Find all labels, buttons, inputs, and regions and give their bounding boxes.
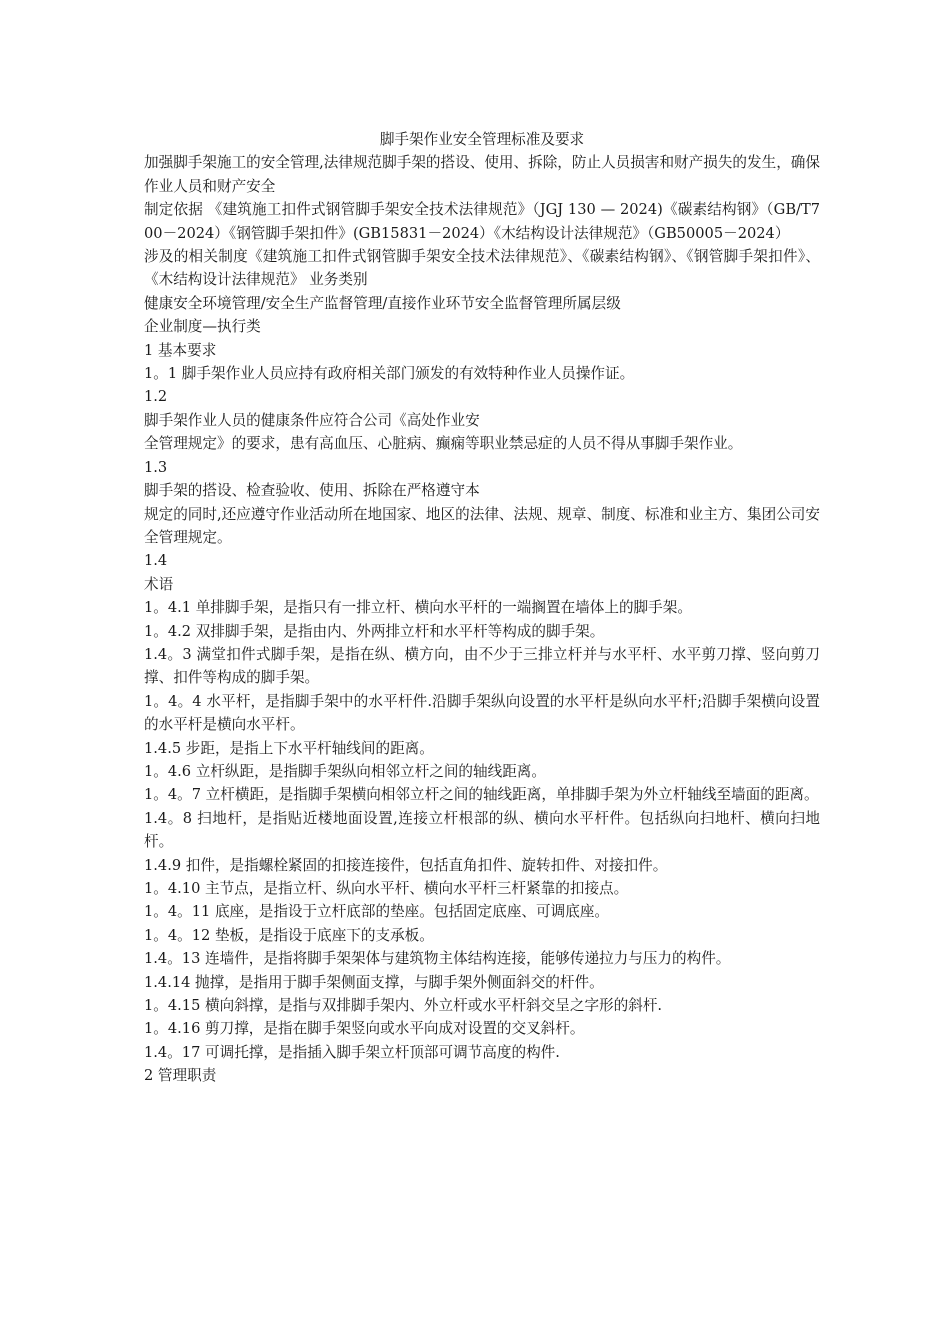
document-title: 脚手架作业安全管理标准及要求 [379,131,585,148]
paragraph-1-3-b: 规定的同时,还应遵守作业活动所在地国家、地区的法律、法规、规章、制度、标准和业主方、集团公司安全管理规定。 [144,505,820,546]
term-1-4-1: 1。4.1 单排脚手架，是指只有一排立杆、横向水平杆的一端搁置在墙体上的脚手架。 [144,599,692,617]
term-1-4-9: 1.4.9 扣件，是指螺栓紧固的扣接连接件，包括直角扣件、旋转扣件、对接扣件。 [144,856,668,874]
paragraph-1-1: 1。1 脚手架作业人员应持有政府相关部门颁发的有效特种作业人员操作证。 [144,365,635,383]
paragraph-purpose: 加强脚手架施工的安全管理,法律规范脚手架的搭设、使用、拆除，防止人员损害和财产损失的发生，确保作业人员和财产安全 [144,154,820,195]
paragraph-level: 企业制度—执行类 [144,318,261,336]
section-number-1-2: 1.2 [144,388,168,406]
term-1-4-12: 1。4。12 垫板，是指设于底座下的支承板。 [144,926,434,944]
section-heading-1: 1 基本要求 [144,341,217,359]
paragraph-business-category: 健康安全环境管理/安全生产监督管理/直接作业环节安全监督管理所属层级 [144,294,621,312]
paragraph-1-2-a: 脚手架作业人员的健康条件应符合公司《高处作业安 [144,411,480,429]
term-1-4-8: 1.4。8 扫地杆，是指贴近楼地面设置,连接立杆根部的纵、横向水平杆件。包括纵向扫地杆、横向扫地杆。 [144,809,820,851]
section-heading-terms: 术语 [144,575,174,593]
section-heading-2: 2 管理职责 [144,1067,217,1085]
term-1-4-10: 1。4.10 主节点，是指立杆、纵向水平杆、横向水平杆三杆紧靠的扣接点。 [144,880,629,897]
section-number-1-3: 1.3 [144,458,168,476]
term-1-4-6: 1。4.6 立杆纵距，是指脚手架纵向相邻立杆之间的轴线距离。 [144,762,546,780]
paragraph-1-2-b: 全管理规定》的要求，患有高血压、心脏病、癫痫等职业禁忌症的人员不得从事脚手架作业。 [144,435,743,453]
paragraph-1-3-a: 脚手架的搭设、检查验收、使用、拆除在严格遵守本 [144,482,480,500]
term-1-4-15: 1。4.15 横向斜撑，是指与双排脚手架内、外立杆或水平杆斜交呈之字形的斜杆. [144,997,663,1015]
term-1-4-13: 1.4。13 连墙件，是指将脚手架架体与建筑物主体结构连接，能够传递拉力与压力的构件。 [144,950,731,968]
paragraph-related-rules: 涉及的相关制度《建筑施工扣件式钢管脚手架安全技术法律规范》、《碳素结构钢》、《钢管脚手架扣件》、《木结构设计法律规范》 业务类别 [144,248,820,289]
document-body [144,128,820,1088]
term-1-4-17: 1.4。17 可调托撑，是指插入脚手架立杆顶部可调节高度的构件. [144,1043,560,1061]
term-1-4-7: 1。4。7 立杆横距，是指脚手架横向相邻立杆之间的轴线距离，单排脚手架为外立杆轴线至墙面的距离。 [144,786,819,804]
term-1-4-11: 1。4。11 底座，是指设于立杆底部的垫座。包括固定底座、可调底座。 [144,903,610,921]
section-number-1-4: 1.4 [144,552,168,570]
term-1-4-16: 1。4.16 剪刀撑，是指在脚手架竖向或水平向成对设置的交叉斜杆。 [144,1020,585,1038]
term-1-4-5: 1.4.5 步距，是指上下水平杆轴线间的距离。 [144,739,434,757]
term-1-4-2: 1。4.2 双排脚手架，是指由内、外两排立杆和水平杆等构成的脚手架。 [144,622,605,640]
paragraph-basis: 制定依据 《建筑施工扣件式钢管脚手架安全技术法律规范》（JGJ 130 — 2024)《碳素结构钢》（GB/T700－2024）《钢管脚手架扣件》(GB15831－2024）《木结构设计法律规范》（GB50005－2024） [144,201,820,242]
term-1-4-4: 1。4。4 水平杆，是指脚手架中的水平杆件.沿脚手架纵向设置的水平杆是纵向水平杆;沿脚手架横向设置的水平杆是横向水平杆。 [144,692,820,734]
term-1-4-14: 1.4.14 抛撑，是指用于脚手架侧面支撑，与脚手架外侧面斜交的杆件。 [144,973,604,991]
term-1-4-3: 1.4。3 满堂扣件式脚手架，是指在纵、横方向，由不少于三排立杆并与水平杆、水平剪刀撑、竖向剪刀撑、扣件等构成的脚手架。 [144,645,820,687]
